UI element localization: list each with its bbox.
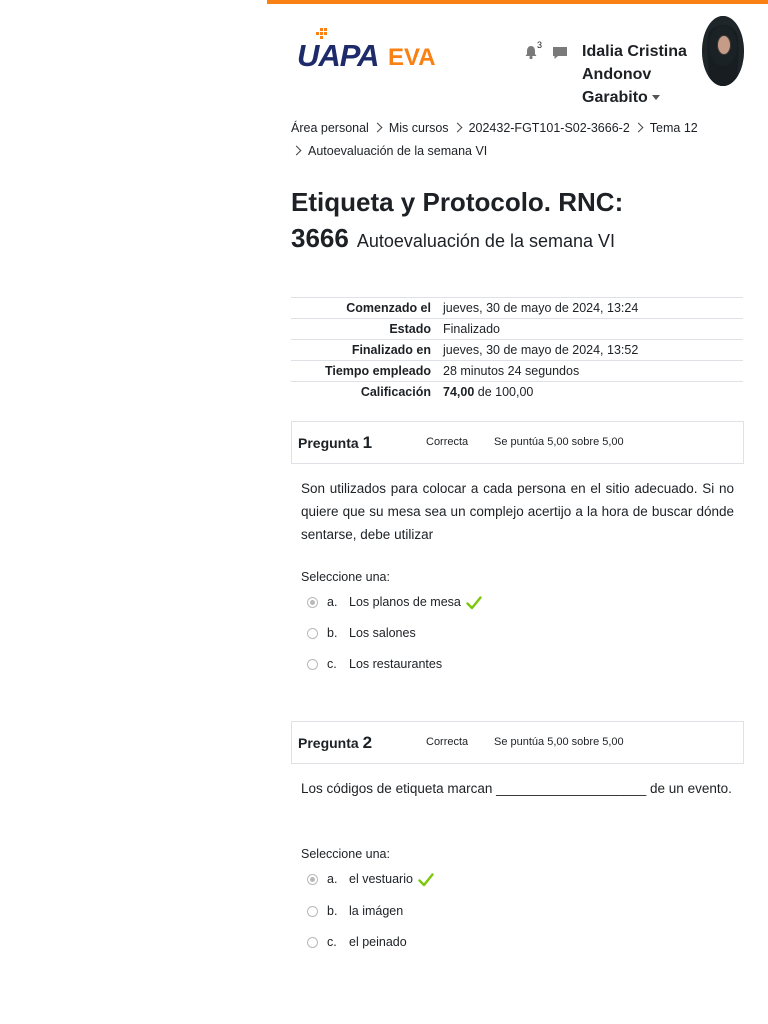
- page-title-line2: 3666: [291, 223, 349, 253]
- question-grade: Se puntúa 5,00 sobre 5,00: [494, 736, 624, 748]
- logo-uapa-text: UAPA: [297, 38, 379, 73]
- summary-label: Estado: [291, 319, 443, 340]
- caret-down-icon: [652, 95, 660, 100]
- option-text[interactable]: [349, 872, 434, 887]
- question-grade: Se puntúa 5,00 sobre 5,00: [494, 436, 624, 448]
- summary-row: [291, 382, 743, 403]
- summary-label: Calificación: [291, 382, 443, 403]
- question-label: Pregunta: [298, 435, 359, 451]
- chat-icon[interactable]: [552, 45, 568, 61]
- question-state: Correcta: [426, 736, 469, 748]
- grade-value: 74,00: [443, 385, 475, 399]
- summary-label: Comenzado el: [291, 298, 443, 319]
- checkmark-icon: [466, 596, 482, 610]
- summary-row: [291, 298, 743, 319]
- summary-row: [291, 319, 743, 340]
- attempt-summary-table: [291, 297, 743, 402]
- option-radio[interactable]: [307, 906, 318, 917]
- option-label: Los planos de mesa: [349, 595, 461, 609]
- breadcrumb-item-mis-cursos[interactable]: Mis cursos: [388, 121, 449, 135]
- breadcrumb-item-tema[interactable]: Tema 12: [649, 121, 698, 135]
- breadcrumb-item-course[interactable]: 202432-FGT101-S02-3666-2: [468, 121, 630, 135]
- breadcrumb-item-quiz[interactable]: Autoevaluación de la semana VI: [308, 144, 488, 158]
- option-label: el vestuario: [349, 872, 413, 886]
- option-radio[interactable]: [307, 597, 318, 608]
- summary-value: jueves, 30 de mayo de 2024, 13:24: [443, 298, 743, 319]
- chevron-right-icon: [292, 146, 302, 156]
- notification-count-badge: 3: [537, 40, 543, 50]
- summary-value: 28 minutos 24 segundos: [443, 361, 743, 382]
- option-letter: a.: [327, 872, 338, 886]
- question-2-text: Los códigos de etiqueta marcan ____________________ de un evento.: [301, 781, 732, 796]
- summary-label: Finalizado en: [291, 340, 443, 361]
- option-letter: c.: [327, 657, 337, 671]
- option-radio[interactable]: [307, 937, 318, 948]
- summary-row: [291, 361, 743, 382]
- question-state: Correcta: [426, 436, 469, 448]
- question-number: [298, 433, 372, 453]
- user-name: Idalia Cristina Andonov Garabito: [582, 43, 687, 106]
- option-letter: a.: [327, 595, 338, 609]
- option-letter: c.: [327, 935, 337, 949]
- logo-eva-text: EVA: [388, 44, 436, 71]
- question-2-header: [291, 721, 744, 764]
- question-1-header: [291, 421, 744, 464]
- site-logo[interactable]: [297, 28, 457, 76]
- page-title: [291, 184, 741, 259]
- question-number-value: 1: [362, 433, 373, 452]
- user-menu-toggle[interactable]: [582, 40, 712, 109]
- avatar[interactable]: [702, 16, 744, 86]
- summary-value: [443, 382, 743, 403]
- breadcrumb: [291, 117, 731, 163]
- grade-total: de 100,00: [474, 385, 534, 399]
- question-label: Pregunta: [298, 735, 359, 751]
- select-one-label: Seleccione una:: [301, 847, 390, 861]
- chevron-right-icon: [452, 123, 462, 133]
- chevron-right-icon: [372, 123, 382, 133]
- summary-row: [291, 340, 743, 361]
- option-radio[interactable]: [307, 628, 318, 639]
- avatar-image: [702, 16, 744, 86]
- page-title-line1: Etiqueta y Protocolo. RNC:: [291, 187, 624, 217]
- option-radio[interactable]: [307, 659, 318, 670]
- question-number-value: 2: [362, 733, 373, 752]
- summary-value: Finalizado: [443, 319, 743, 340]
- top-accent-bar: [267, 0, 768, 4]
- chevron-right-icon: [633, 123, 643, 133]
- checkmark-icon: [418, 873, 434, 887]
- option-letter: b.: [327, 626, 338, 640]
- select-one-label: Seleccione una:: [301, 570, 390, 584]
- option-letter: b.: [327, 904, 338, 918]
- question-number: [298, 733, 372, 753]
- option-radio[interactable]: [307, 874, 318, 885]
- option-text[interactable]: la imágen: [349, 904, 404, 918]
- page-header: [291, 18, 751, 113]
- summary-label: Tiempo empleado: [291, 361, 443, 382]
- summary-value: jueves, 30 de mayo de 2024, 13:52: [443, 340, 743, 361]
- option-text[interactable]: Los restaurantes: [349, 657, 443, 671]
- page-subtitle: Autoevaluación de la semana VI: [356, 231, 616, 251]
- option-text[interactable]: Los salones: [349, 626, 416, 640]
- option-text[interactable]: el peinado: [349, 935, 407, 949]
- question-1-text: Son utilizados para colocar a cada persona en el sitio adecuado. Si no quiere que su mesa sea un complejo acertijo a la hora de buscar dónde sentarse, debe utilizar: [301, 481, 734, 542]
- breadcrumb-item-area-personal[interactable]: Área personal: [291, 121, 369, 135]
- option-text[interactable]: [349, 595, 482, 610]
